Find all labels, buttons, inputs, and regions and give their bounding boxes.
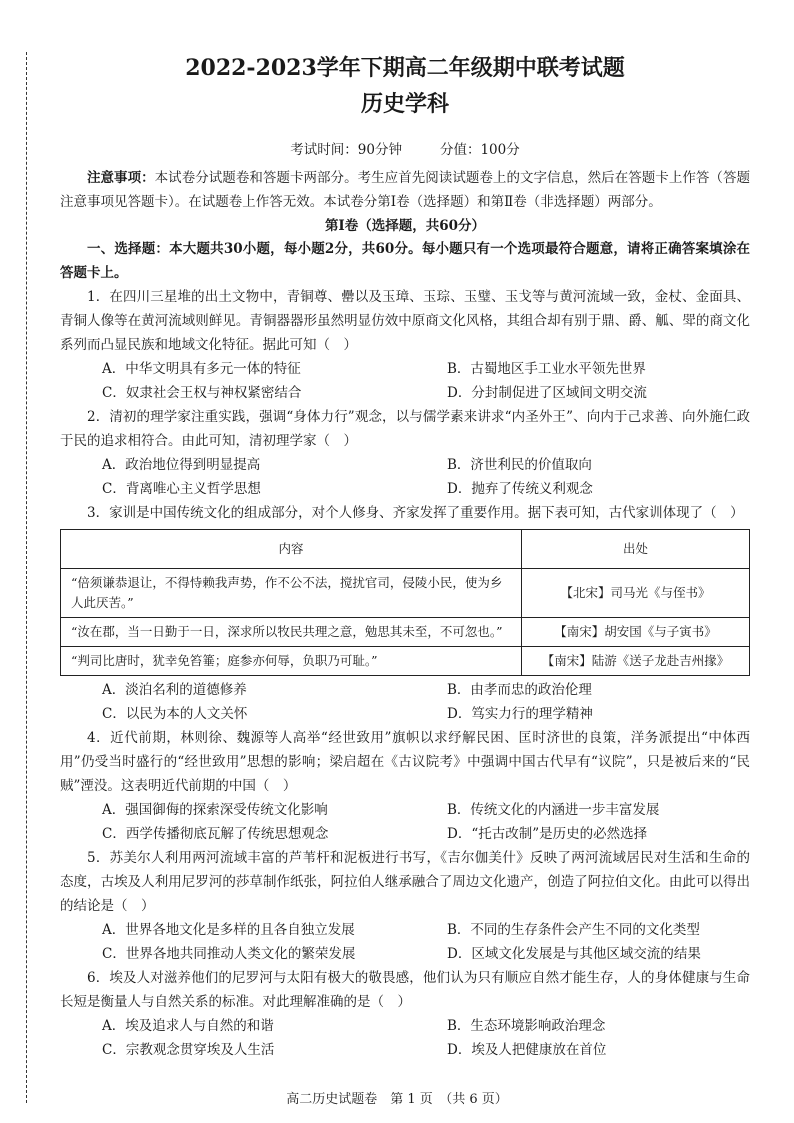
exam-score: 分值：100分 — [439, 142, 520, 158]
question-4-options — [102, 798, 750, 846]
table-cell-source: 【北宋】司马光《与侄书》 — [522, 569, 750, 618]
notice-text: 本试卷分试题卷和答题卡两部分。考生应首先阅读试题卷上的文字信息，然后在答题卡上作答（答题注意事项见答题卡）。在试题卷上作答无效。本试卷分第Ⅰ卷（选择题）和第Ⅱ卷（非选择题）两部分。 — [60, 170, 750, 210]
q6-option-d: D．埃及人把健康放在首位 — [447, 1042, 607, 1058]
q4-option-c: C．西学传播彻底瓦解了传统思想观念 — [102, 826, 329, 842]
q6-option-a: A．埃及追求人与自然的和谐 — [102, 1018, 274, 1034]
question-2-stem: 2．清初的理学家注重实践，强调“身体力行”观念，以与儒学素来讲求“内圣外王”、向内于己求善、向外施仁政于民的追求相符合。由此可知，清初理学家（ ） — [60, 409, 750, 449]
q5-option-c: C．世界各地共同推动人类文化的繁荣发展 — [102, 946, 356, 962]
table-cell-source: 【南宋】胡安国《与子寅书》 — [522, 618, 750, 647]
question-2-options — [102, 453, 750, 501]
question-3-stem: 3．家训是中国传统文化的组成部分，对个人修身、齐家发挥了重要作用。据下表可知，古代家训体现了（ ） — [87, 505, 744, 521]
q4-option-d: D．“托古改制”是历史的必然选择 — [447, 826, 648, 842]
question-1-options — [102, 357, 750, 405]
question-5-options — [102, 918, 750, 966]
notice — [60, 166, 750, 214]
q3-option-b: B．由孝而忠的政治伦理 — [447, 682, 592, 698]
table-row — [61, 647, 750, 676]
table-cell-content: “汝在郡，当一日勤于一日，深求所以牧民共理之意，勉思其未至，不可忽也。” — [61, 618, 522, 647]
table-cell-content: “判司比唐时，犹幸免笞箠；庭参亦何辱，负职乃可耻。” — [61, 647, 522, 676]
table-header-content: 内容 — [61, 530, 522, 569]
table-row — [61, 569, 750, 618]
question-5-stem: 5．苏美尔人利用两河流域丰富的芦苇杆和泥板进行书写，《吉尔伽美什》反映了两河流域居民对生活和生命的态度，古埃及人利用尼罗河的莎草制作纸张，阿拉伯人继承融合了周边文化遗产，创造了阿拉伯文化。由此可以得出的结论是（ ） — [60, 850, 750, 914]
question-4-stem: 4．近代前期，林则徐、魏源等人高举“经世致用”旗帜以求纾解民困、匡时济世的良策，洋务派提出“中体西用”仍受当时盛行的“经世致用”思想的影响；梁启超在《古议院考》中强调中国古代早有“议院”，只是被后来的“民贼”湮没。这表明近代前期的中国（ ） — [60, 730, 750, 794]
exam-time: 考试时间：90分钟 — [290, 142, 402, 158]
notice-label: 注意事项： — [87, 170, 155, 186]
binding-cut-line — [26, 52, 27, 1103]
exam-meta — [60, 140, 750, 160]
q6-option-b: B．生态环境影响政治理念 — [447, 1018, 606, 1034]
part1-instruction: 一、选择题：本大题共30小题，每小题2分，共60分。每小题只有一个选项最符合题意，请将正确答案填涂在答题卡上。 — [60, 241, 750, 281]
q1-option-a: A．中华文明具有多元一体的特征 — [102, 361, 301, 377]
q4-option-a: A．强国御侮的探索深受传统文化影响 — [102, 802, 328, 818]
question-6-options — [102, 1014, 750, 1062]
question-6-stem: 6．埃及人对滋养他们的尼罗河与太阳有极大的敬畏感，他们认为只有顺应自然才能生存，人的身体健康与生命长短是衡量人与自然关系的标准。对此理解准确的是（ ） — [60, 970, 750, 1010]
q3-option-d: D．笃实力行的理学精神 — [447, 706, 593, 722]
table-cell-content: “倍须谦恭退让，不得恃赖我声势，作不公不法，搅扰官司，侵陵小民，使为乡人此厌苦。” — [61, 569, 522, 618]
q1-option-d: D．分封制促进了区域间文明交流 — [447, 385, 647, 401]
q5-option-a: A．世界各地文化是多样的且各自独立发展 — [102, 922, 355, 938]
table-cell-source: 【南宋】陆游《送子龙赴吉州掾》 — [522, 647, 750, 676]
question-3-options — [102, 678, 750, 726]
q5-option-b: B．不同的生存条件会产生不同的文化类型 — [447, 922, 700, 938]
q6-option-c: C．宗教观念贯穿埃及人生活 — [102, 1042, 275, 1058]
q2-option-c: C．背离唯心主义哲学思想 — [102, 481, 261, 497]
q2-option-b: B．济世利民的价值取向 — [447, 457, 592, 473]
page-footer: 高二历史试题卷 第 1 页 （共 6 页） — [286, 1092, 508, 1107]
table-header-row — [61, 530, 750, 569]
part1-heading: 第Ⅰ卷（选择题，共60分） — [324, 218, 486, 234]
question-1-stem: 1．在四川三星堆的出土文物中，青铜尊、罍以及玉璋、玉琮、玉璧、玉戈等与黄河流域一致，金杖、金面具、青铜人像等在黄河流域则鲜见。青铜器器形虽然明显仿效中原商文化风格，其组合却有别于鼎、爵、觚、斝的商文化系列而凸显民族和地域文化特征。据此可知（ ） — [60, 289, 750, 353]
q1-option-b: B．古蜀地区手工业水平领先世界 — [447, 361, 646, 377]
q4-option-b: B．传统文化的内涵进一步丰富发展 — [447, 802, 660, 818]
exam-page — [60, 52, 750, 1062]
q3-option-c: C．以民为本的人文关怀 — [102, 706, 248, 722]
q2-option-a: A．政治地位得到明显提高 — [102, 457, 261, 473]
subject-title: 历史学科 — [360, 91, 449, 117]
table-header-source: 出处 — [522, 530, 750, 569]
exam-title: 2022-2023学年下期高二年级期中联考试题 — [185, 55, 625, 81]
family-instruction-table — [60, 529, 750, 676]
q2-option-d: D．抛弃了传统义利观念 — [447, 481, 593, 497]
q1-option-c: C．奴隶社会王权与神权紧密结合 — [102, 385, 302, 401]
q3-option-a: A．淡泊名利的道德修养 — [102, 682, 247, 698]
table-row — [61, 618, 750, 647]
q5-option-d: D．区域文化发展是与其他区域交流的结果 — [447, 946, 701, 962]
